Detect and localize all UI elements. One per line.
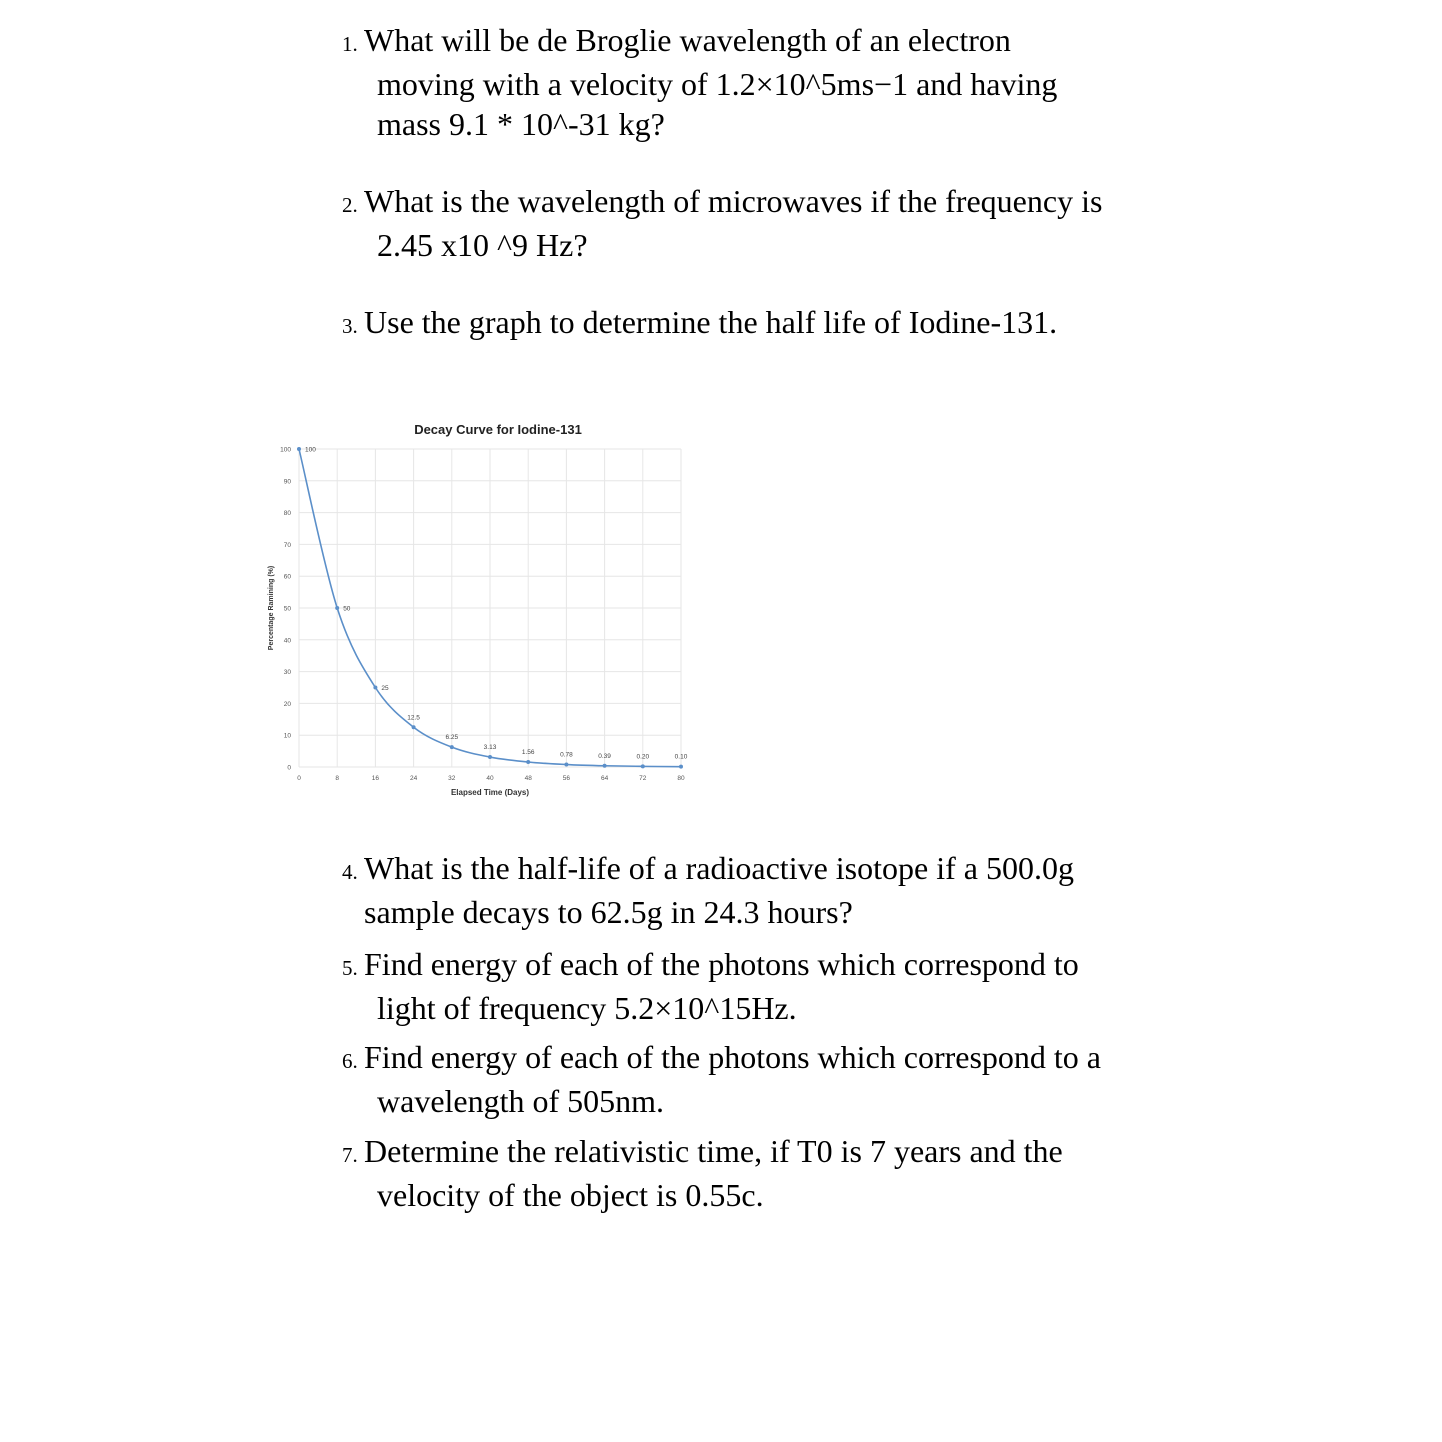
question-text-line: Use the graph to determine the half life of Iodine-131. <box>364 304 1058 340</box>
x-tick-label: 32 <box>448 775 456 782</box>
y-tick-label: 0 <box>287 764 291 772</box>
decay-chart-svg <box>255 410 705 810</box>
data-label: 0.39 <box>598 752 611 760</box>
question-text-line: mass 9.1 * 10^-31 kg? <box>377 106 665 142</box>
data-label: 50 <box>343 605 351 613</box>
x-tick-label: 40 <box>486 775 494 782</box>
data-label: 0.78 <box>560 751 573 759</box>
question-number: 2. <box>342 193 358 217</box>
x-tick-label: 48 <box>524 775 532 782</box>
question-2 <box>342 181 1202 265</box>
question-text-line: What is the wavelength of microwaves if the frequency is <box>364 183 1103 219</box>
data-label: 3.13 <box>483 744 497 752</box>
data-point <box>297 447 301 451</box>
data-point <box>335 606 339 610</box>
question-text-line: moving with a velocity of 1.2×10^5ms−1 and having <box>377 66 1058 102</box>
chart-title: Decay Curve for Iodine-131 <box>414 422 582 437</box>
y-tick-label: 30 <box>283 669 291 677</box>
data-label: 0.10 <box>674 753 688 761</box>
y-tick-label: 100 <box>280 446 291 454</box>
question-number: 1. <box>342 32 358 56</box>
data-label: 0.20 <box>636 753 650 761</box>
x-tick-label: 0 <box>297 775 301 782</box>
y-tick-label: 10 <box>283 732 291 740</box>
x-tick-label: 56 <box>562 775 571 782</box>
x-tick-label: 24 <box>409 775 418 782</box>
data-label: 12.5 <box>407 714 420 722</box>
question-text-line: light of frequency 5.2×10^15Hz. <box>377 990 797 1026</box>
data-point <box>564 763 568 767</box>
data-label: 1.56 <box>521 749 535 757</box>
data-point <box>412 725 416 729</box>
question-3 <box>342 302 1202 346</box>
question-number: 5. <box>342 956 358 980</box>
question-text-line: sample decays to 62.5g in 24.3 hours? <box>364 894 853 930</box>
y-tick-label: 20 <box>283 700 291 708</box>
question-1 <box>342 20 1202 144</box>
question-text-line: Determine the relativistic time, if T0 is 7 years and the <box>364 1133 1063 1169</box>
question-text-line: Find energy of each of the photons which correspond to <box>364 946 1079 982</box>
decay-chart <box>255 410 705 810</box>
data-point <box>526 760 530 764</box>
x-tick-label: 8 <box>335 775 340 782</box>
x-tick-label: 64 <box>600 775 609 782</box>
data-point <box>679 765 683 769</box>
data-point <box>603 764 607 768</box>
x-tick-label: 80 <box>677 775 685 782</box>
question-6 <box>342 1037 1202 1121</box>
data-label: 100 <box>305 446 316 454</box>
question-text-line: 2.45 x10 ^9 Hz? <box>377 227 588 263</box>
data-label: 6.25 <box>445 734 459 742</box>
data-point <box>488 755 492 759</box>
data-point <box>450 745 454 749</box>
question-5 <box>342 944 1202 1028</box>
question-number: 3. <box>342 314 358 338</box>
y-tick-label: 60 <box>283 573 291 581</box>
question-text-line: What is the half-life of a radioactive isotope if a 500.0g <box>364 850 1074 886</box>
x-tick-label: 72 <box>639 775 647 782</box>
question-text-line: Find energy of each of the photons which correspond to a <box>364 1039 1101 1075</box>
question-text-line: wavelength of 505nm. <box>377 1083 665 1119</box>
data-point <box>373 686 377 690</box>
y-tick-label: 40 <box>283 637 291 645</box>
y-tick-label: 70 <box>283 541 291 549</box>
question-7 <box>342 1131 1202 1215</box>
question-4 <box>342 848 1202 932</box>
y-tick-label: 50 <box>283 605 291 613</box>
x-tick-label: 16 <box>371 775 380 782</box>
question-text-line: velocity of the object is 0.55c. <box>377 1177 764 1213</box>
question-number: 6. <box>342 1049 358 1073</box>
question-text-line: What will be de Broglie wavelength of an electron <box>364 22 1011 58</box>
question-number: 7. <box>342 1143 358 1167</box>
data-point <box>641 764 645 768</box>
y-axis-label: Percentage Ramining (%) <box>268 565 275 651</box>
data-label: 25 <box>381 685 389 692</box>
question-number: 4. <box>342 860 358 884</box>
y-tick-label: 80 <box>283 510 291 518</box>
y-tick-label: 90 <box>283 478 291 486</box>
x-axis-label: Elapsed Time (Days) <box>450 788 530 797</box>
